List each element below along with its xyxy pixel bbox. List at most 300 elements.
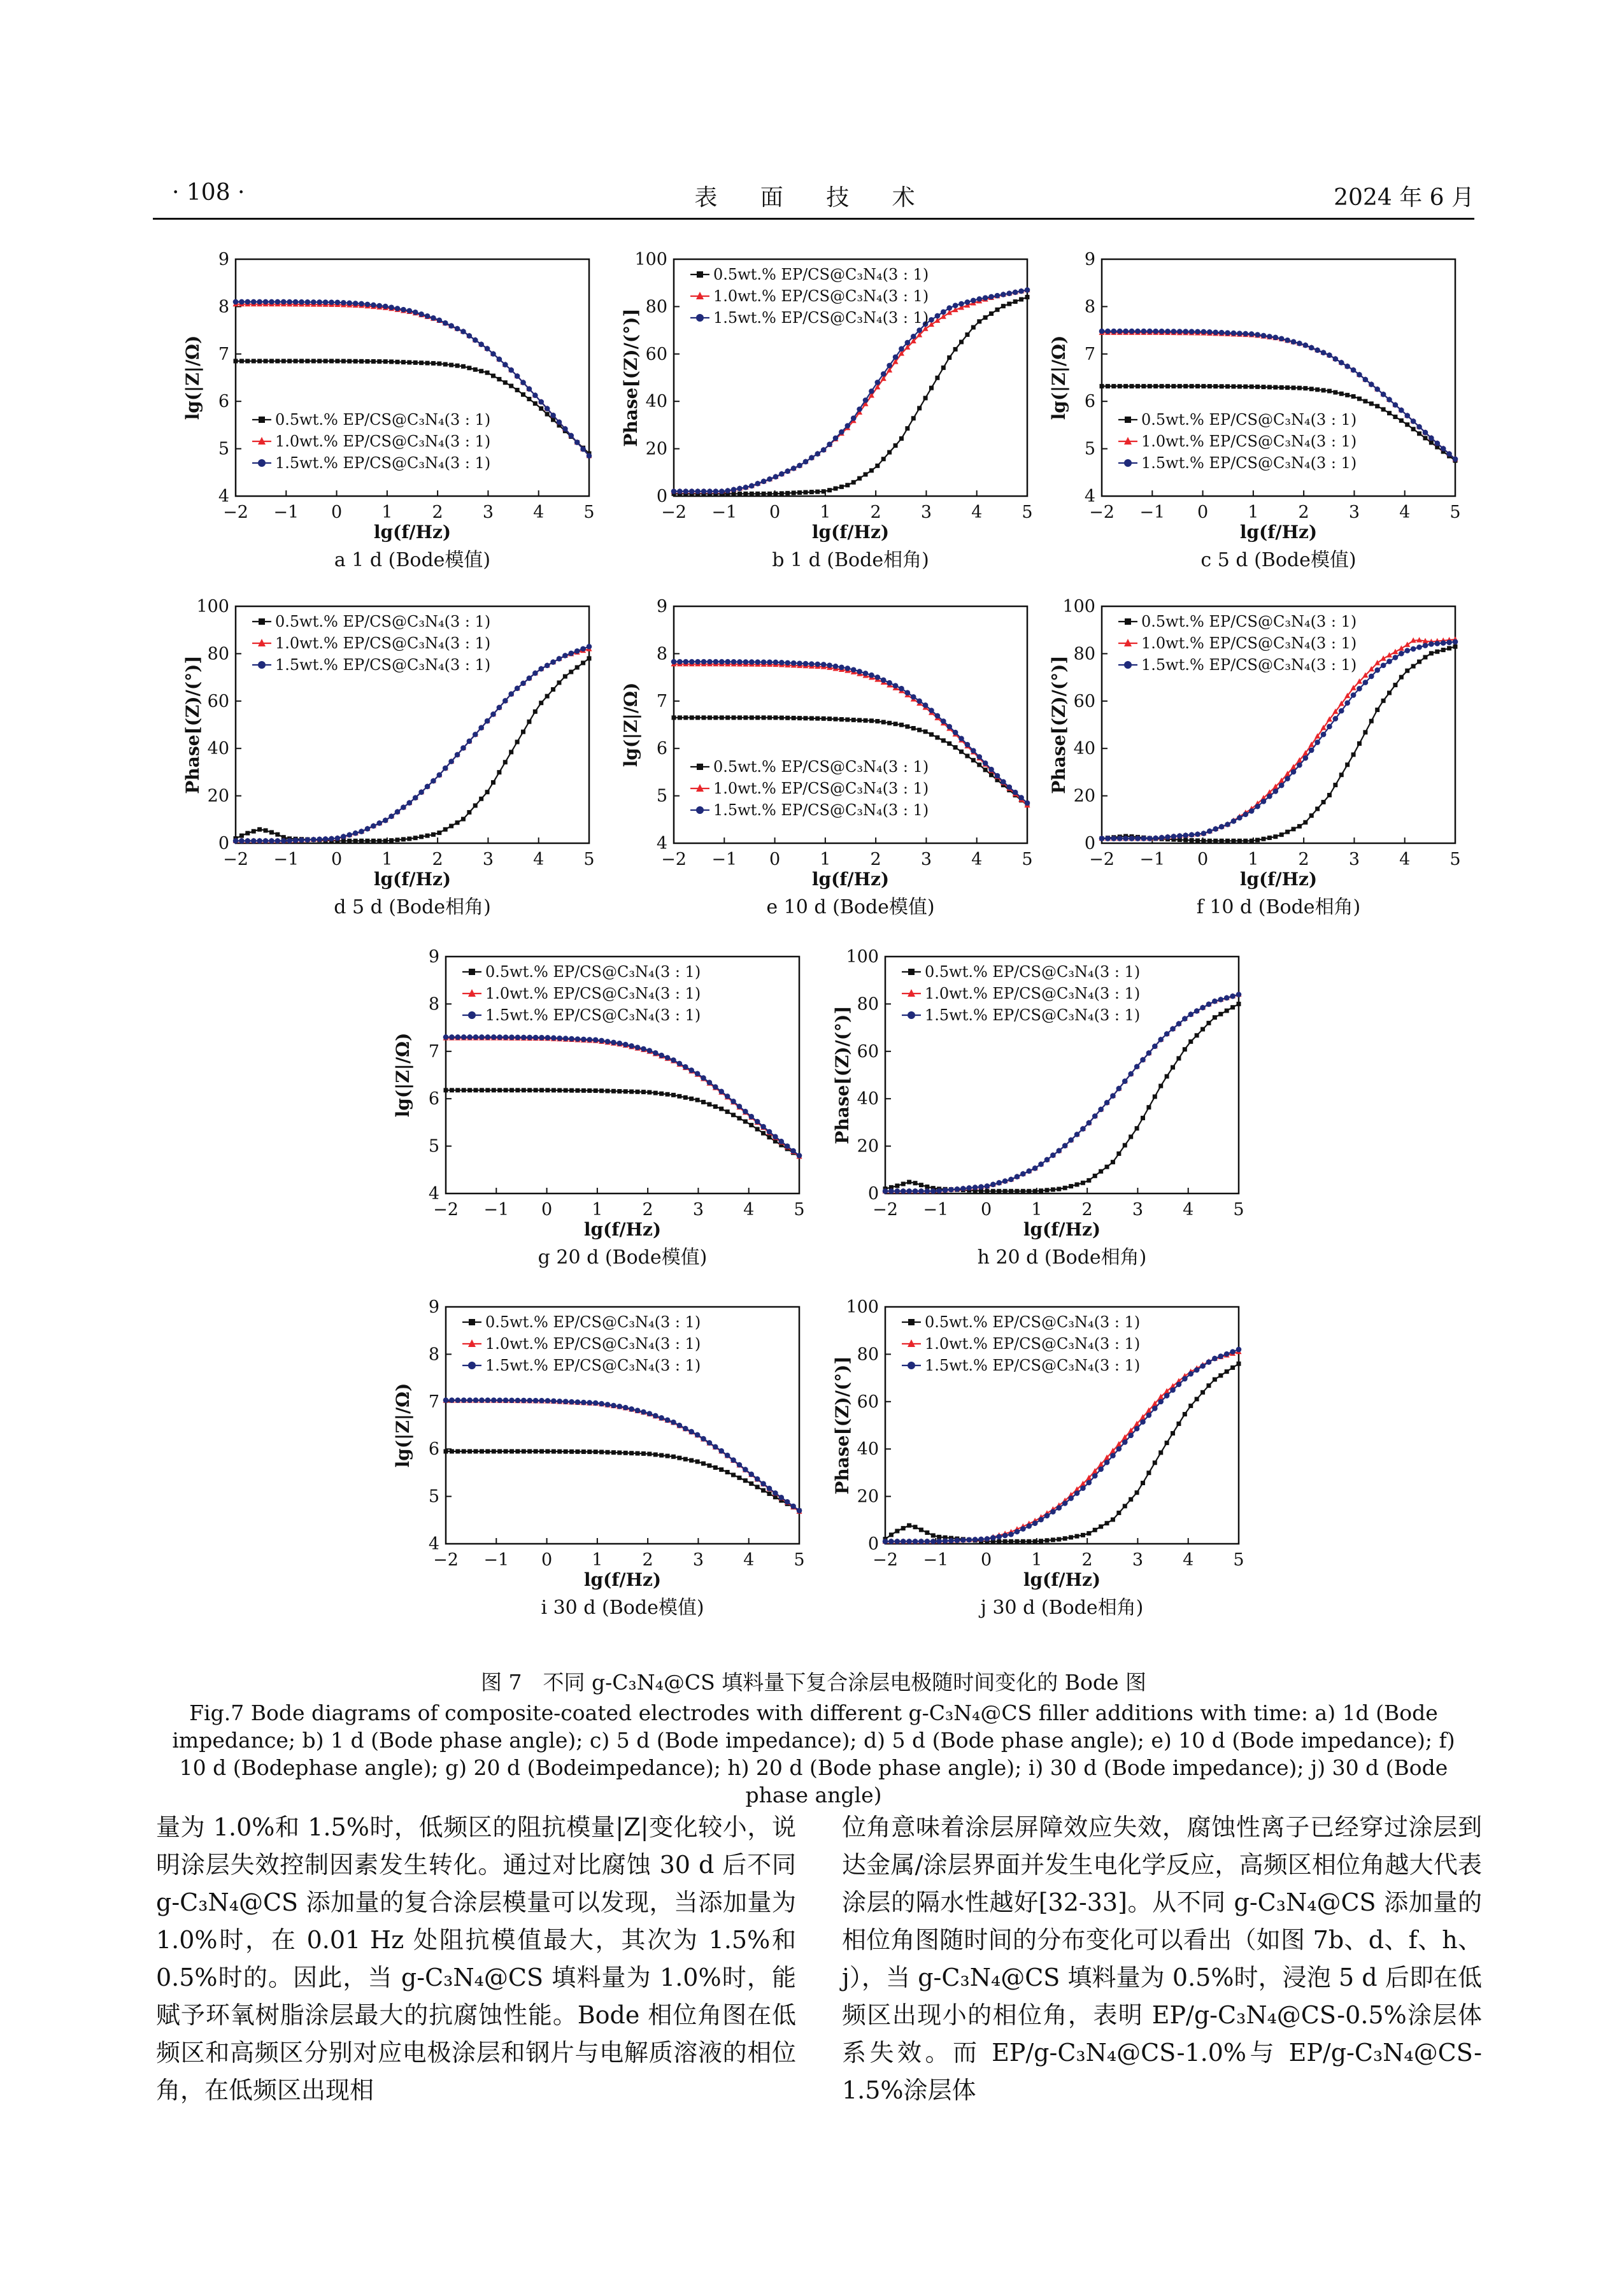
data-point	[492, 1449, 496, 1453]
data-point	[461, 1034, 467, 1040]
data-point	[401, 837, 406, 841]
subfigure-caption: h 20 d (Bode相角)	[977, 1246, 1147, 1269]
data-point	[1006, 785, 1012, 790]
chart-panel-j	[809, 1299, 1267, 1643]
data-point	[755, 1476, 760, 1482]
data-point	[899, 436, 904, 441]
data-point	[1314, 347, 1320, 353]
data-point	[233, 838, 239, 844]
data-point	[443, 827, 448, 832]
data-point	[503, 760, 508, 764]
data-point	[275, 359, 280, 363]
data-point	[953, 730, 958, 736]
legend-label: 1.0wt.% EP/CS@C₃N₄(3 : 1)	[485, 985, 701, 1002]
data-point	[388, 813, 394, 819]
data-point	[1075, 1182, 1079, 1186]
data-point	[569, 1036, 574, 1042]
data-point	[1351, 394, 1356, 399]
data-point	[527, 676, 532, 681]
data-point	[1188, 1011, 1193, 1017]
data-point	[917, 728, 922, 732]
data-point	[857, 669, 862, 674]
data-point	[1111, 329, 1117, 334]
data-point	[1069, 1184, 1073, 1188]
x-tick-label: 0	[331, 850, 343, 869]
data-point	[767, 492, 772, 496]
y-tick-label: 6	[218, 392, 229, 412]
legend-label: 1.0wt.% EP/CS@C₃N₄(3 : 1)	[1141, 432, 1357, 450]
data-point	[737, 1104, 743, 1109]
x-tick-label: −2	[1089, 502, 1115, 522]
data-point	[1148, 384, 1152, 388]
data-point	[569, 1450, 574, 1454]
data-point	[1423, 430, 1428, 436]
data-point	[1129, 329, 1135, 334]
x-tick-label: 5	[1233, 1550, 1244, 1570]
series-3	[883, 1347, 1242, 1544]
data-point	[983, 295, 988, 301]
data-point	[689, 1097, 694, 1101]
data-point	[1363, 377, 1369, 383]
data-point	[665, 1417, 671, 1423]
data-point	[641, 1046, 646, 1052]
x-tick-label: 0	[769, 850, 781, 869]
data-point	[419, 360, 424, 365]
data-point	[1195, 329, 1200, 334]
data-point	[1111, 836, 1117, 841]
data-point	[767, 715, 772, 720]
data-point	[1190, 838, 1194, 843]
data-point	[1213, 839, 1218, 843]
legend-label: 1.0wt.% EP/CS@C₃N₄(3 : 1)	[925, 1335, 1141, 1353]
data-point	[1178, 384, 1182, 388]
data-point	[1062, 1143, 1068, 1149]
x-axis-label: lg(f/Hz)	[373, 869, 452, 890]
x-tick-label: 2	[1081, 1550, 1093, 1570]
x-tick-label: 3	[482, 850, 494, 869]
data-point	[1123, 1504, 1127, 1508]
data-point	[515, 373, 520, 379]
y-tick-label: 4	[428, 1534, 439, 1554]
data-point	[1069, 1535, 1073, 1539]
data-point	[995, 773, 1001, 779]
data-point	[407, 837, 411, 841]
x-tick-label: −2	[433, 1550, 459, 1570]
data-point	[508, 691, 514, 697]
data-point	[743, 715, 748, 720]
data-point	[455, 1034, 461, 1040]
data-point	[857, 406, 862, 412]
data-point	[845, 483, 850, 487]
x-tick-label: 0	[980, 1550, 992, 1570]
data-point	[575, 1088, 580, 1093]
data-point	[359, 829, 364, 834]
x-tick-label: 5	[1449, 850, 1461, 869]
data-point	[1063, 1536, 1067, 1541]
data-point	[1039, 1539, 1043, 1543]
data-point	[539, 406, 543, 411]
data-point	[1206, 1021, 1211, 1025]
data-point	[444, 1088, 448, 1092]
data-point	[761, 478, 767, 484]
data-point	[925, 1539, 930, 1544]
legend-marker	[1125, 618, 1131, 625]
x-axis-label: lg(f/Hz)	[583, 1219, 662, 1240]
data-point	[1212, 1356, 1218, 1362]
x-tick-label: 1	[381, 502, 393, 522]
data-point	[917, 406, 922, 410]
data-point	[1135, 836, 1141, 841]
data-point	[1140, 1419, 1146, 1425]
data-point	[947, 355, 951, 360]
y-tick-label: 7	[218, 344, 229, 364]
x-tick-label: 5	[794, 1200, 805, 1220]
data-point	[1146, 1413, 1152, 1418]
data-point	[1100, 384, 1104, 388]
y-tick-label: 8	[428, 1344, 439, 1365]
legend-label: 1.0wt.% EP/CS@C₃N₄(3 : 1)	[713, 780, 929, 797]
data-point	[252, 829, 256, 834]
journal-title: 表 面 技 术	[694, 185, 933, 211]
data-point	[353, 359, 358, 364]
chart-panel-f	[1025, 599, 1484, 943]
data-point	[695, 659, 701, 665]
data-point	[913, 1539, 918, 1544]
data-point	[490, 351, 496, 357]
data-point	[785, 1499, 790, 1505]
data-point	[1160, 384, 1164, 388]
x-tick-label: 4	[1183, 1550, 1194, 1570]
data-point	[1393, 415, 1397, 419]
data-point	[552, 1088, 556, 1092]
series-1	[234, 656, 592, 843]
data-point	[1183, 329, 1188, 334]
data-point	[653, 1453, 658, 1457]
data-point	[1146, 1050, 1152, 1056]
data-point	[1447, 646, 1451, 650]
data-point	[1044, 1188, 1049, 1192]
data-point	[947, 741, 951, 746]
data-point	[901, 1539, 906, 1544]
data-point	[730, 1099, 736, 1104]
data-point	[707, 1102, 711, 1106]
data-point	[690, 715, 694, 720]
data-point	[1243, 811, 1248, 817]
data-point	[562, 426, 568, 432]
data-point	[503, 1034, 509, 1040]
data-point	[455, 1088, 460, 1092]
data-point	[467, 1397, 473, 1403]
data-point	[1050, 1153, 1056, 1158]
data-point	[833, 717, 837, 722]
data-point	[688, 1067, 694, 1073]
data-point	[1200, 1005, 1206, 1011]
subfigure-caption: a 1 d (Bode模值)	[334, 549, 491, 571]
data-point	[455, 1397, 461, 1403]
data-point	[1032, 1520, 1038, 1526]
data-point	[581, 660, 585, 665]
data-point	[677, 1423, 683, 1429]
data-point	[575, 665, 580, 669]
data-point	[901, 1181, 906, 1186]
data-point	[997, 1539, 1001, 1544]
series-line	[446, 1037, 799, 1156]
data-point	[665, 1055, 671, 1060]
data-point	[299, 299, 304, 305]
data-point	[431, 315, 436, 321]
data-point	[509, 1397, 515, 1403]
data-point	[383, 818, 388, 823]
data-point	[689, 659, 695, 665]
data-point	[515, 739, 520, 744]
data-point	[1171, 834, 1177, 839]
data-point	[545, 1449, 550, 1453]
x-tick-label: −1	[1139, 502, 1165, 522]
data-point	[659, 1092, 664, 1096]
x-tick-label: 4	[971, 850, 983, 869]
x-tick-label: −2	[873, 1550, 898, 1570]
data-point	[1351, 692, 1357, 698]
data-point	[383, 304, 388, 310]
data-point	[1453, 645, 1458, 649]
data-point	[587, 1450, 592, 1454]
data-point	[418, 311, 424, 317]
y-tick-label: 60	[857, 1392, 879, 1412]
data-point	[677, 488, 683, 494]
x-tick-label: 0	[769, 502, 781, 522]
x-tick-label: 5	[1233, 1200, 1244, 1220]
data-point	[1357, 397, 1362, 401]
data-point	[895, 1539, 901, 1544]
data-point	[1165, 1441, 1169, 1445]
data-point	[460, 329, 466, 334]
series-1	[444, 1449, 802, 1513]
data-point	[527, 1449, 532, 1453]
data-point	[936, 1188, 942, 1193]
legend	[902, 963, 1140, 1024]
data-point	[515, 388, 520, 392]
data-point	[521, 1398, 527, 1404]
data-point	[587, 644, 592, 650]
data-point	[569, 670, 573, 674]
data-point	[815, 716, 820, 721]
data-point	[1236, 1347, 1242, 1353]
data-point	[252, 359, 256, 363]
data-point	[1219, 330, 1225, 336]
legend-label: 0.5wt.% EP/CS@C₃N₄(3 : 1)	[275, 613, 491, 631]
data-point	[730, 1457, 736, 1463]
y-tick-label: 4	[1084, 487, 1095, 506]
data-point	[707, 1079, 713, 1085]
data-point	[1333, 716, 1339, 722]
data-point	[1099, 836, 1105, 841]
data-point	[1152, 1406, 1158, 1411]
data-point	[509, 1449, 514, 1453]
x-axis-label: lg(f/Hz)	[1239, 522, 1318, 543]
data-point	[895, 1183, 899, 1188]
data-point	[557, 1036, 562, 1041]
series-3	[443, 1397, 802, 1513]
data-point	[659, 1053, 664, 1058]
data-point	[827, 662, 832, 668]
data-point	[822, 716, 826, 721]
data-point	[1068, 1495, 1074, 1501]
data-point	[988, 767, 994, 773]
data-point	[1075, 1534, 1079, 1539]
data-point	[720, 715, 724, 720]
data-point	[425, 784, 431, 790]
data-point	[701, 488, 707, 494]
data-point	[545, 663, 550, 669]
data-point	[778, 1139, 784, 1144]
data-point	[943, 1538, 948, 1544]
y-tick-label: 5	[428, 1486, 439, 1507]
data-point	[803, 661, 809, 667]
data-point	[611, 1403, 616, 1409]
data-point	[991, 1189, 995, 1193]
y-tick-label: 7	[428, 1392, 439, 1412]
data-point	[1231, 839, 1236, 843]
x-tick-label: 2	[870, 502, 881, 522]
x-tick-label: 1	[820, 502, 831, 522]
data-point	[299, 359, 304, 363]
data-point	[520, 380, 526, 385]
data-point	[839, 485, 844, 489]
data-point	[677, 1061, 683, 1067]
legend-label: 1.5wt.% EP/CS@C₃N₄(3 : 1)	[485, 1357, 701, 1374]
data-point	[958, 301, 964, 307]
data-point	[515, 1034, 521, 1040]
data-point	[504, 1449, 508, 1453]
data-point	[966, 1537, 972, 1543]
data-point	[473, 732, 478, 737]
data-point	[1086, 1531, 1091, 1535]
data-point	[1309, 813, 1314, 818]
data-point	[317, 359, 322, 363]
x-axis-label: lg(f/Hz)	[373, 522, 452, 543]
data-point	[1416, 424, 1422, 430]
data-point	[448, 759, 454, 764]
data-point	[791, 660, 797, 666]
data-point	[1159, 329, 1165, 334]
data-point	[1003, 1189, 1008, 1193]
data-point	[916, 698, 922, 704]
data-point	[990, 1535, 996, 1541]
data-point	[881, 371, 887, 377]
data-point	[731, 1472, 736, 1477]
y-tick-label: 100	[846, 1297, 879, 1317]
legend-label: 1.5wt.% EP/CS@C₃N₄(3 : 1)	[713, 309, 929, 327]
legend-label: 0.5wt.% EP/CS@C₃N₄(3 : 1)	[1141, 411, 1357, 429]
x-tick-label: 5	[1022, 502, 1033, 522]
data-point	[1056, 1148, 1062, 1154]
legend-marker	[908, 969, 915, 975]
data-point	[881, 720, 886, 724]
data-point	[383, 359, 388, 364]
data-point	[550, 413, 556, 418]
data-point	[923, 729, 928, 734]
data-point	[702, 715, 706, 720]
data-point	[1194, 1008, 1200, 1014]
data-point	[1243, 839, 1248, 843]
data-point	[437, 361, 441, 366]
data-point	[478, 725, 484, 730]
data-point	[1237, 815, 1243, 821]
data-point	[431, 778, 436, 784]
data-point	[1386, 397, 1392, 403]
data-point	[437, 317, 443, 323]
data-point	[1314, 739, 1320, 745]
data-point	[629, 1090, 634, 1094]
data-point	[1159, 835, 1165, 841]
data-point	[1363, 399, 1367, 403]
data-point	[731, 487, 737, 492]
x-tick-label: −2	[223, 850, 248, 869]
x-tick-label: 2	[432, 850, 443, 869]
data-point	[1374, 667, 1380, 673]
data-point	[443, 766, 448, 771]
data-point	[985, 1189, 989, 1193]
data-point	[1327, 352, 1332, 358]
data-point	[851, 718, 856, 722]
chart-panel-b	[597, 252, 1056, 595]
data-point	[1183, 1412, 1187, 1416]
series-2	[883, 1349, 1242, 1544]
data-point	[449, 363, 453, 367]
data-point	[785, 468, 790, 474]
data-point	[707, 1464, 711, 1468]
data-point	[762, 715, 766, 720]
data-point	[431, 361, 436, 366]
data-point	[329, 836, 334, 842]
data-point	[1176, 1381, 1182, 1387]
x-tick-label: 0	[331, 502, 343, 522]
data-point	[1171, 329, 1177, 334]
chart-panel-c	[1025, 252, 1484, 595]
data-point	[925, 1188, 930, 1194]
data-point	[257, 827, 262, 832]
data-point	[1393, 683, 1397, 687]
data-point	[1327, 793, 1332, 797]
data-point	[545, 1088, 550, 1092]
data-point	[311, 837, 317, 843]
data-point	[341, 359, 346, 364]
data-point	[725, 1094, 730, 1099]
y-tick-label: 5	[218, 439, 229, 459]
data-point	[887, 363, 892, 369]
data-point	[864, 718, 868, 723]
figure-caption-chinese: 图 7 不同 g-C₃N₄@CS 填料量下复合涂层电极随时间变化的 Bode 图	[481, 1670, 1146, 1695]
data-point	[901, 1188, 906, 1194]
chart-panel-h	[809, 949, 1267, 1293]
data-point	[1213, 329, 1218, 335]
data-point	[317, 837, 322, 843]
data-point	[581, 1450, 586, 1454]
data-point	[269, 838, 274, 844]
x-tick-label: 4	[1399, 502, 1411, 522]
data-point	[1129, 1134, 1133, 1139]
legend-marker	[696, 806, 704, 814]
data-point	[976, 754, 982, 760]
data-point	[907, 1523, 911, 1528]
data-point	[1068, 1137, 1074, 1143]
data-point	[245, 838, 251, 844]
data-point	[485, 1397, 491, 1403]
data-point	[329, 359, 334, 363]
data-point	[450, 1449, 454, 1453]
data-point	[395, 360, 399, 364]
y-tick-label: 0	[218, 834, 229, 853]
